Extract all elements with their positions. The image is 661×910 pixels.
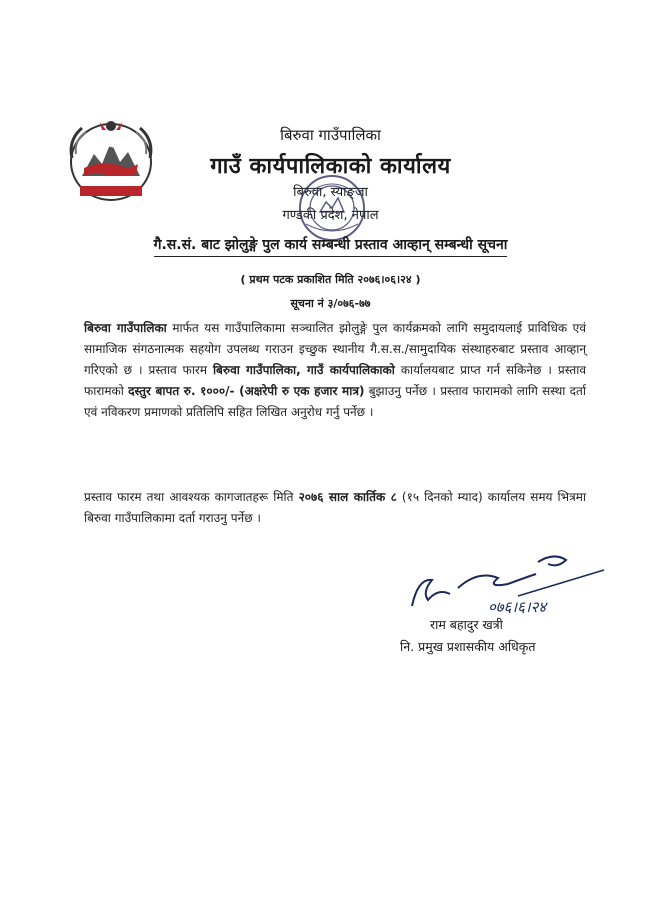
- notice-paragraph-2: [84, 487, 586, 529]
- notice-paragraph-1: [84, 318, 586, 423]
- p1-fee: दस्तुर बापत रु. १०००/- (अक्षरेपी रु एक हजार मात्र): [128, 384, 365, 398]
- office-location: बिरुवा, स्याङ्जा: [293, 185, 368, 200]
- p2-text-1: प्रस्ताव फारम तथा आवश्यक कागजातहरू मिति: [84, 490, 299, 504]
- p1-municipality: बिरुवा गाउँपालिका: [84, 321, 167, 335]
- handwritten-signature: [398, 548, 608, 618]
- signature-date: ०७६।६।२४: [488, 598, 547, 616]
- first-publish-date: ( प्रथम पटक प्रकाशित मिति २०७६।०६।२४ ): [240, 273, 421, 286]
- signer-name: राम बहादुर खत्री: [430, 617, 503, 632]
- p1-text-3: बुझाउनु पर्नेछ । प्रस्ताव फारामको लागि सस्था दर्ता एवं नविकरण प्रमाणको प्रतिलिपि सहित लिखित अनुरोध गर्नु पर्नेछ ।: [84, 384, 586, 419]
- p1-text-1: मार्फत यस गाउँपालिकामा सञ्चालित झोलुङ्गे पुल कार्यक्रमको लागि समुदायलाई प्राविधिक एवं सामाजिक संगठनात्मक सहयोग उपलब्ध गराउन इच्छुक स्थानीय गै.स.स./सामुदायिक संस्थाहरुबाट प्रस्ताव आव्हान् गरिएको छ । प्रस्ताव फारम: [84, 321, 586, 377]
- municipality-name: बिरुवा गाउँपालिका: [280, 126, 381, 144]
- p1-office: बिरुवा गाउँपालिका, गाउँ कार्यपालिकाको: [212, 363, 395, 377]
- signer-designation: नि. प्रमुख प्रशासकीय अधिकृत: [400, 639, 536, 654]
- province-line: गण्डकी प्रदेश, नेपाल: [282, 208, 379, 223]
- p1-text-2: कार्यालयबाट प्राप्त गर्न सकिनेछ । प्रस्ताव फारामको: [84, 363, 586, 398]
- p2-text-2: (१५ दिनको म्याद) कार्यालय समय भित्रमा बिरुवा गाउँपालिकामा दर्ता गराउनु पर्नेछ ।: [84, 490, 587, 525]
- notice-title: गै.स.सं. बाट झोलुङ्गे पुल कार्य सम्बन्धी प्रस्ताव आव्हान् सम्बन्धी सूचना: [154, 235, 508, 257]
- p2-deadline: २०७६ साल कार्तिक ८: [298, 490, 397, 504]
- notice-number: सूचना नं ३/०७६-७७: [290, 297, 371, 310]
- office-title: गाउँ कार्यपालिकाको कार्यालय: [210, 154, 451, 179]
